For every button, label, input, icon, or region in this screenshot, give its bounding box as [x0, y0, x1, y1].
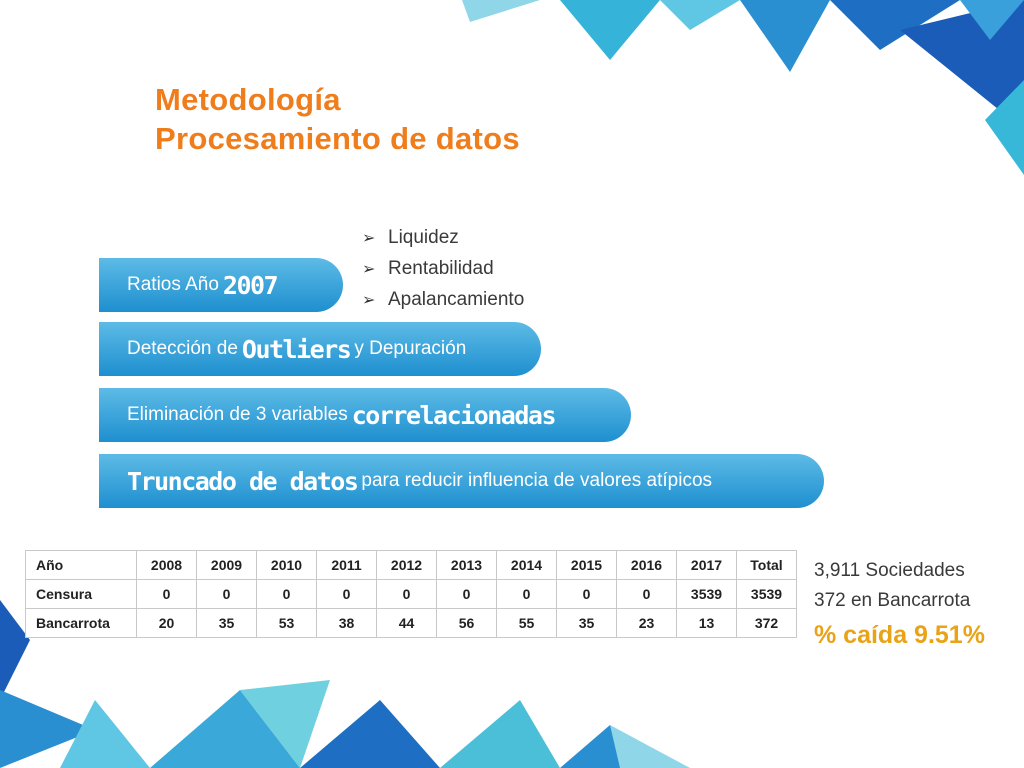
step-text: Ratios Año [127, 274, 219, 295]
table-cell: 13 [677, 609, 737, 638]
step-bar-outliers [99, 322, 541, 376]
table-cell: 38 [317, 609, 377, 638]
column-header: 2009 [197, 551, 257, 580]
summary-box [814, 556, 985, 654]
list-item [362, 224, 524, 255]
column-header: Total [737, 551, 797, 580]
table-cell: 55 [497, 609, 557, 638]
title-line-2: Procesamiento de datos [155, 121, 520, 156]
column-header: 2012 [377, 551, 437, 580]
table-cell: 20 [137, 609, 197, 638]
step-text-post: para reducir influencia de valores atípicos [361, 470, 713, 491]
table-cell: 0 [437, 580, 497, 609]
row-header: Censura [26, 580, 137, 609]
table-cell: 56 [437, 609, 497, 638]
slide-title [155, 80, 520, 158]
table-cell: 35 [197, 609, 257, 638]
table-cell: 372 [737, 609, 797, 638]
list-item-label: Rentabilidad [388, 258, 494, 279]
step-bar-correlated [99, 388, 631, 442]
table-cell: 0 [257, 580, 317, 609]
table-cell: 35 [557, 609, 617, 638]
column-header: 2016 [617, 551, 677, 580]
table-cell: 0 [497, 580, 557, 609]
table-cell: 0 [137, 580, 197, 609]
table-cell: 0 [317, 580, 377, 609]
fall-percentage: % caída 9.51% [814, 621, 985, 649]
step-highlight: 2007 [222, 270, 278, 300]
column-header: Año [26, 551, 137, 580]
column-header: 2011 [317, 551, 377, 580]
decor-triangle [660, 0, 740, 30]
list-item-label: Apalancamiento [388, 289, 525, 310]
bankrupt-count: 372 en Bancarrota [814, 590, 971, 611]
step-bar-truncation [99, 454, 824, 508]
step-text: Eliminación de 3 variables [127, 404, 348, 425]
arrow-bullet-icon: ➢ [362, 292, 376, 309]
step-bar-ratios [99, 258, 343, 312]
title-line-1: Metodología [155, 82, 341, 117]
column-header: 2008 [137, 551, 197, 580]
table-cell: 23 [617, 609, 677, 638]
step-text: Detección de [127, 338, 238, 359]
table-cell: 3539 [677, 580, 737, 609]
decor-triangle [740, 0, 830, 72]
table-cell: 53 [257, 609, 317, 638]
table-cell: 44 [377, 609, 437, 638]
step-highlight: correlacionadas [351, 400, 556, 430]
table-cell: 0 [557, 580, 617, 609]
decor-triangle [440, 700, 560, 768]
column-header: 2015 [557, 551, 617, 580]
column-header: 2017 [677, 551, 737, 580]
table-header-row [26, 551, 797, 580]
step-highlight: Outliers [241, 334, 351, 364]
decor-triangle [560, 0, 660, 60]
column-header: 2013 [437, 551, 497, 580]
table-cell: 3539 [737, 580, 797, 609]
data-table [25, 550, 797, 638]
decor-triangle [462, 0, 540, 22]
companies-count: 3,911 Sociedades [814, 560, 965, 581]
column-header: 2014 [497, 551, 557, 580]
table-cell: 0 [377, 580, 437, 609]
column-header: 2010 [257, 551, 317, 580]
decor-triangle [610, 725, 690, 768]
arrow-bullet-icon: ➢ [362, 261, 376, 278]
list-item [362, 255, 524, 286]
list-item-label: Liquidez [388, 227, 459, 248]
ratios-list [362, 224, 524, 317]
table-cell: 0 [197, 580, 257, 609]
row-header: Bancarrota [26, 609, 137, 638]
step-highlight: Truncado de datos [127, 466, 358, 496]
table-cell: 0 [617, 580, 677, 609]
table-row [26, 580, 797, 609]
decor-triangle [300, 700, 440, 768]
list-item [362, 286, 524, 317]
table-row [26, 609, 797, 638]
step-text-post: y Depuración [354, 338, 467, 359]
arrow-bullet-icon: ➢ [362, 230, 376, 247]
